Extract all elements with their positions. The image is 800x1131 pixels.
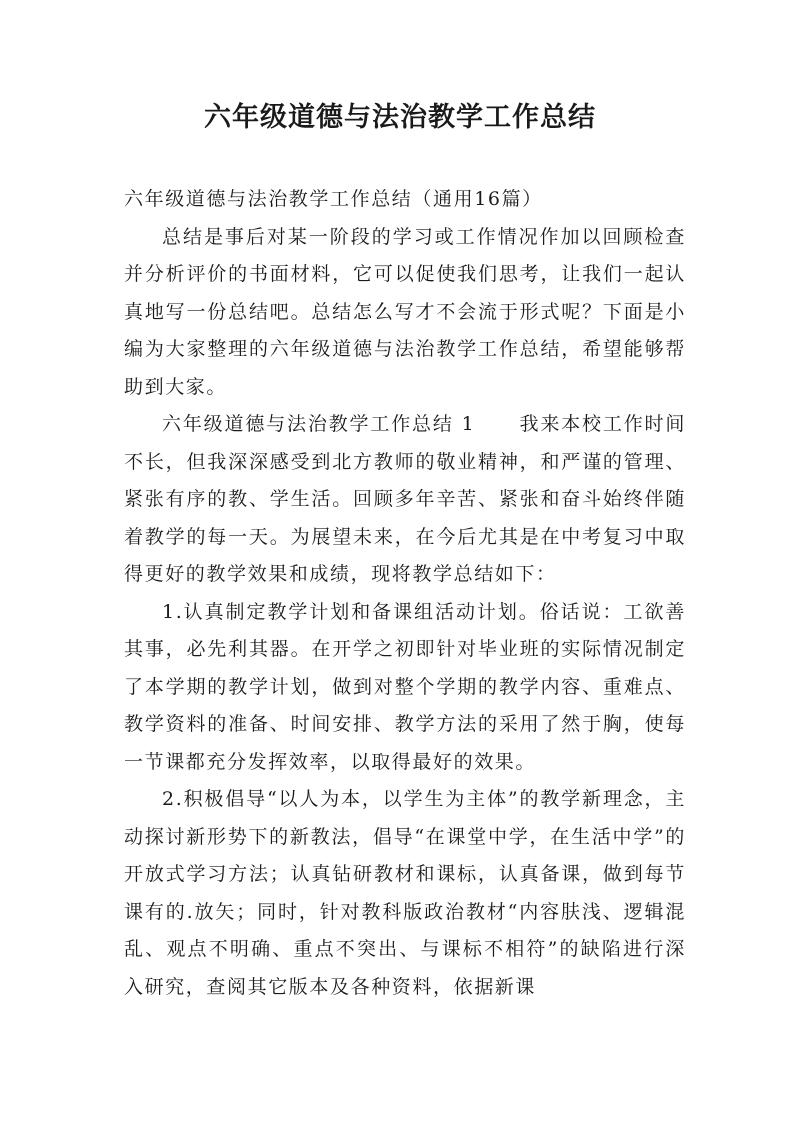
document-title: 六年级道德与法治教学工作总结 [204, 102, 596, 133]
section-1-heading: 六年级道德与法治教学工作总结 1 [162, 413, 476, 435]
document-subtitle: 六年级道德与法治教学工作总结（通用16篇） [124, 188, 543, 210]
intro-paragraph: 总结是事后对某一阶段的学习或工作情况作加以回顾检查并分析评价的书面材料，它可以促使我们思考，让我们一起认真地写一份总结吧。总结怎么写才不会流于形式呢？下面是小编为大家整理的六年级道德与法治教学工作总结，希望能够帮助到大家。 [124, 225, 686, 398]
document-body [124, 181, 686, 1006]
section-1-paragraph [124, 406, 686, 594]
point-2-paragraph: 2.积极倡导“以人为本，以学生为主体”的教学新理念，主动探讨新形势下的新教法，倡导“在课堂中学，在生活中学”的开放式学习方法；认真钻研教材和课标，认真备课，做到每节课有的.放矢；同时，针对教科版政治教材“内容肤浅、逻辑混乱、观点不明确、重点不突出、与课标不相符”的缺陷进行深入研究，查阅其它版本及各种资料，依据新课 [124, 788, 686, 998]
section-1-opening: 我来本校工作时间不长，但我深深感受到北方教师的敬业精神，和严谨的管理、紧张有序的教、学生活。回顾多年辛苦、紧张和奋斗始终伴随着教学的每一天。为展望未来，在今后尤其是在中考复习中取得更好的教学效果和成绩，现将教学总结如下： [124, 413, 686, 585]
point-1-paragraph: 1.认真制定教学计划和备课组活动计划。俗话说：工欲善其事，必先利其器。在开学之初即针对毕业班的实际情况制定了本学期的教学计划，做到对整个学期的教学内容、重难点、教学资料的准备、时间安排、教学方法的采用了然于胸，使每一节课都充分发挥效率，以取得最好的效果。 [124, 600, 686, 773]
